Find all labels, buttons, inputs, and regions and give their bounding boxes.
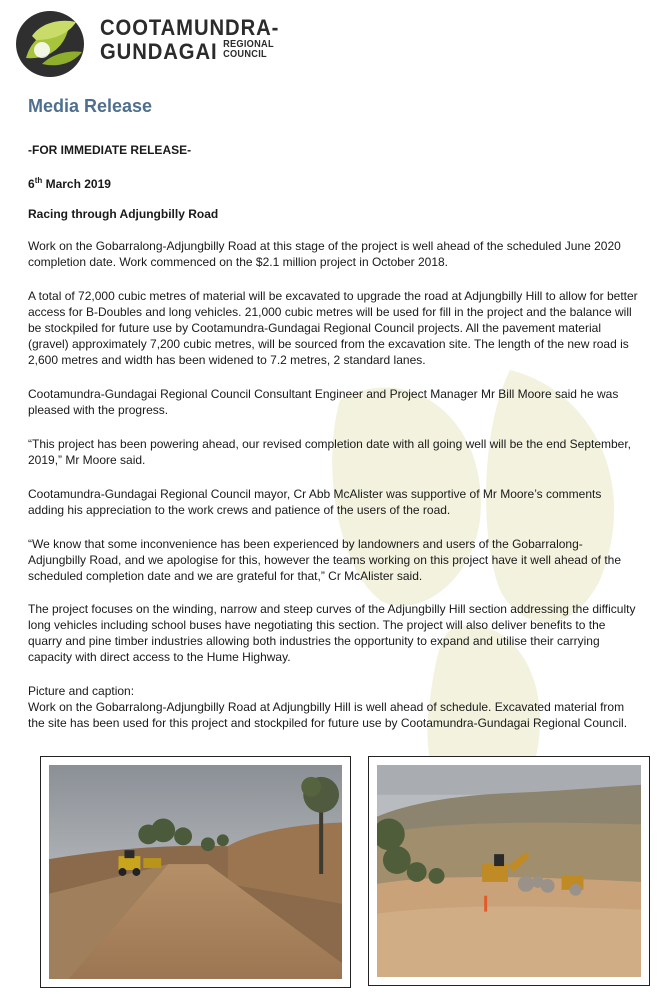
date-suffix: th xyxy=(34,176,43,185)
paragraph-2: A total of 72,000 cubic metres of material will be excavated to upgrade the road at Adjungbilly Hill to allow for better access for B-Doubles and long vehicles. 21,000 cubic metres will be used for fill in the project and the balance will be stockpiled for future use by Cootamundra-Gundagai Regional Council projects. All the pavement material (gravel) approximately 7,200 cubic metres, will be sourced from the excavation site. The length of the new road is 2,600 metres and width has been widened to 7.2 metres, 2 standard lanes. xyxy=(28,289,638,367)
date-day: 6 xyxy=(28,177,35,191)
council-logo[interactable] xyxy=(12,6,282,80)
logo-regional-council xyxy=(223,40,274,60)
council-emblem-icon xyxy=(12,6,92,80)
paragraph-6: “We know that some inconvenience has been experienced by landowners and users of the Gobarralong-Adjungbilly Road, and we apologise for this, however the teams working on this project have it well ahead of the scheduled completion date and we are grateful for that,” Cr McAlister said. xyxy=(28,537,622,583)
paragraph-4: “This project has been powering ahead, our revised completion date with all going well will be the end September, 2019,” Mr Moore said. xyxy=(28,437,632,467)
date-rest: March 2019 xyxy=(42,177,111,191)
paragraph-7: The project focuses on the winding, narrow and steep curves of the Adjungbilly Hill section addressing the difficulty long vehicles including school buses have negotiating this section. The project will also deliver benefits to the quarry and pine timber industries allowing both industries the opportunity to expand and utilise their carrying capacity with direct access to the Hume Highway. xyxy=(28,602,636,664)
council-wordmark xyxy=(100,16,295,64)
headline: Racing through Adjungbilly Road xyxy=(28,207,219,221)
paragraph-1: Work on the Gobarralong-Adjungbilly Road at this stage of the project is well ahead of the scheduled June 2020 completion date. Work commenced on the $2.1 million project in October 2018. xyxy=(28,239,621,269)
paragraph-5: Cootamundra-Gundagai Regional Council mayor, Cr Abb McAlister was supportive of Mr Moore’s comments adding his appreciation to the work crews and patience of the users of the road. xyxy=(28,487,602,517)
photo-frame-1 xyxy=(40,756,351,988)
release-date xyxy=(28,176,111,191)
logo-name-gundagai: GUNDAGAI xyxy=(100,39,218,64)
page-title: Media Release xyxy=(28,96,153,116)
release-label: -FOR IMMEDIATE RELEASE- xyxy=(28,143,192,157)
photo-frame-2 xyxy=(368,756,650,986)
road-works-photo-2 xyxy=(377,765,641,977)
caption-text: Work on the Gobarralong-Adjungbilly Road at Adjungbilly Hill is well ahead of schedule. Excavated material from the site has been used for this project and stockpiled for future use by Cootamundra-Gundagai Regional Council. xyxy=(28,700,628,730)
logo-regional: REGIONAL xyxy=(223,39,274,50)
road-works-photo-1 xyxy=(49,765,342,979)
paragraph-3: Cootamundra-Gundagai Regional Council Consultant Engineer and Project Manager Mr Bill Moore said he was pleased with the progress. xyxy=(28,387,619,417)
logo-name-line2 xyxy=(100,40,279,64)
logo-council: COUNCIL xyxy=(223,49,267,60)
caption-label: Picture and caption: xyxy=(28,684,135,698)
logo-name-line1: COOTAMUNDRA- xyxy=(100,15,280,40)
